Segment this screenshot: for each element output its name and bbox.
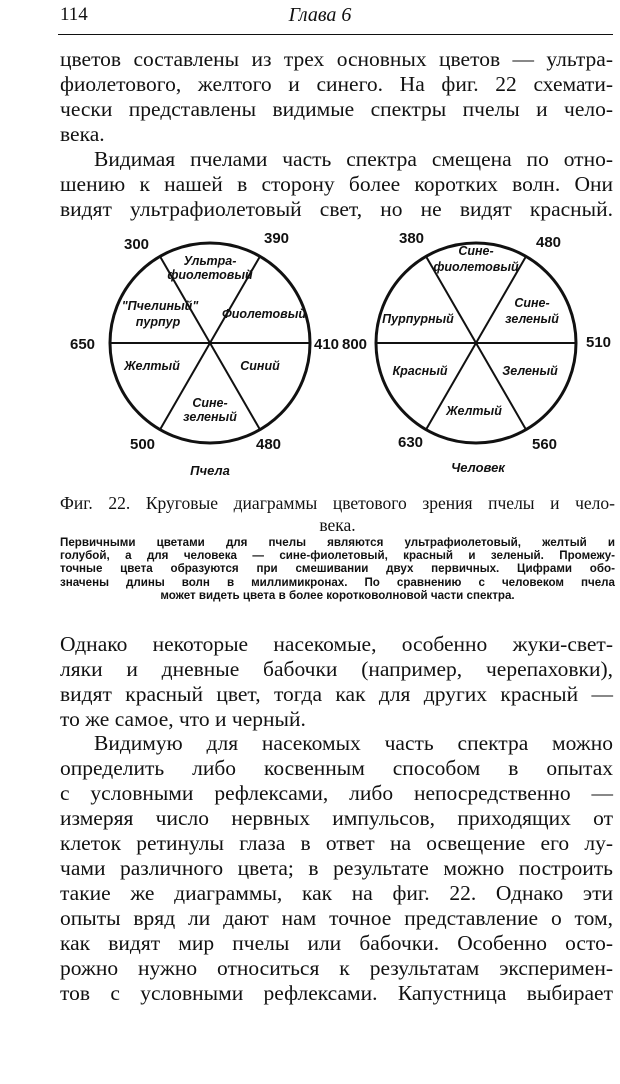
human-wl-bottom-right: 560 — [532, 436, 558, 453]
bee-seg-top-2: фиолетовый — [167, 268, 253, 282]
text-line: чески представлены видимые спектры пчелы и чело- — [60, 97, 613, 121]
figure-22 — [60, 225, 615, 485]
paragraph-3 — [60, 632, 613, 732]
text-line: то же самое, что и черный. — [60, 707, 306, 731]
text-line: как видят мир пчелы или бабочки. Особенно осто- — [60, 931, 613, 955]
human-seg-upper-right-1: Сине- — [514, 296, 550, 310]
text-line: Видимую для насекомых часть спектра можно — [94, 731, 613, 755]
text-line: рожно нужно относиться к результатам эксперимен- — [60, 956, 613, 980]
header-rule — [58, 34, 613, 35]
bee-wl-right: 410 — [314, 336, 340, 353]
text-line: цветов составлены из трех основных цветов — ультра- — [60, 47, 613, 71]
text-line: ляки и дневные бабочки (например, черепаховки), — [60, 657, 613, 681]
bee-wl-top-left: 300 — [124, 236, 150, 253]
color-wheels — [60, 225, 615, 485]
note-line: может видеть цвета в более коротковолновой части спектра. — [160, 588, 515, 602]
text-line: Однако некоторые насекомые, особенно жуки-свет- — [60, 632, 613, 656]
page-number: 114 — [60, 4, 88, 25]
human-wl-left: 800 — [342, 336, 368, 353]
bee-seg-bottom-1: Сине- — [192, 396, 228, 410]
human-seg-bottom: Желтый — [446, 404, 502, 418]
human-seg-lower-left: Красный — [392, 364, 448, 378]
page-header — [60, 2, 580, 32]
text-line: такие же диаграммы, как на фиг. 22. Однако эти — [60, 881, 613, 905]
bee-seg-bottom-2: зеленый — [183, 410, 237, 424]
bee-seg-upper-right: Фиолетовый — [221, 307, 307, 321]
caption-line: века. — [319, 515, 356, 535]
text-line: опыты вряд ли дают нам точное представление о том, — [60, 906, 613, 930]
text-line: с условными рефлексами, либо непосредственно — — [60, 781, 613, 805]
bee-seg-top-1: Ультра- — [183, 254, 237, 268]
text-line: века. — [60, 122, 105, 146]
human-wheel — [342, 230, 611, 475]
human-seg-upper-right-2: зеленый — [505, 312, 559, 326]
human-seg-top-1: Сине- — [458, 244, 494, 258]
paragraph-4 — [60, 731, 613, 1006]
caption-line: Фиг. 22. Круговые диаграммы цветового зрения пчелы и чело- — [60, 493, 615, 513]
human-wl-bottom-left: 630 — [398, 434, 424, 451]
bee-seg-upper-left-1: "Пчелиный" — [121, 299, 199, 313]
human-seg-lower-right: Зеленый — [502, 364, 558, 378]
text-line: чами различного цвета; в результате можно построить — [60, 856, 613, 880]
paragraph-2 — [60, 147, 613, 222]
text-line: фиолетового, желтого и синего. На фиг. 22 схемати- — [60, 72, 613, 96]
bee-wl-top-right: 390 — [264, 230, 290, 247]
figure-note — [60, 536, 615, 602]
text-line: видят ультрафиолетовый свет, но не видят красный. — [60, 197, 613, 221]
note-line: голубой, а для человека — сине-фиолетовый, красный и зеленый. Промежу- — [60, 549, 615, 563]
text-line: тов с условными рефлексами. Капустница выбирает — [60, 981, 613, 1005]
human-seg-top-2: фиолетовый — [433, 260, 519, 274]
bee-seg-lower-left: Желтый — [124, 359, 180, 373]
text-line: измеряя число нервных импульсов, приходящих от — [60, 806, 613, 830]
bee-seg-upper-left-2: пурпур — [135, 315, 181, 329]
bee-seg-lower-right: Синий — [240, 359, 280, 373]
bee-wl-bottom-right: 480 — [256, 436, 282, 453]
note-line: Первичными цветами для пчелы являются ультрафиолетовый, желтый и — [60, 536, 615, 549]
text-line: клеток ретинулы глаза в ответ на освещение его лу- — [60, 831, 613, 855]
human-wl-right: 510 — [586, 334, 612, 351]
human-label: Человек — [451, 460, 505, 475]
text-line: видят красный цвет, тогда как для других красный — — [60, 682, 613, 706]
paragraph-1 — [60, 47, 613, 147]
bee-wl-bottom-left: 500 — [130, 436, 156, 453]
note-line: значены длины волн в миллимикронах. По сравнению с человеком пчела — [60, 575, 615, 589]
figure-caption — [60, 492, 615, 536]
text-line: шению к нашей в сторону более коротких волн. Они — [60, 172, 613, 196]
bee-label: Пчела — [190, 463, 230, 478]
chapter-title: Глава 6 — [288, 4, 352, 26]
text-line: Видимая пчелами часть спектра смещена по отно- — [94, 147, 613, 171]
human-wl-top-left: 380 — [399, 230, 425, 247]
bee-wheel — [70, 230, 339, 478]
text-line: определить либо косвенным способом в опытах — [60, 756, 613, 780]
note-line: точные цвета образуются при смешивании двух первичных. Цифрами обо- — [60, 562, 615, 576]
human-wl-top-right: 480 — [536, 234, 562, 251]
bee-wl-left: 650 — [70, 336, 96, 353]
human-seg-upper-left: Пурпурный — [382, 312, 454, 326]
